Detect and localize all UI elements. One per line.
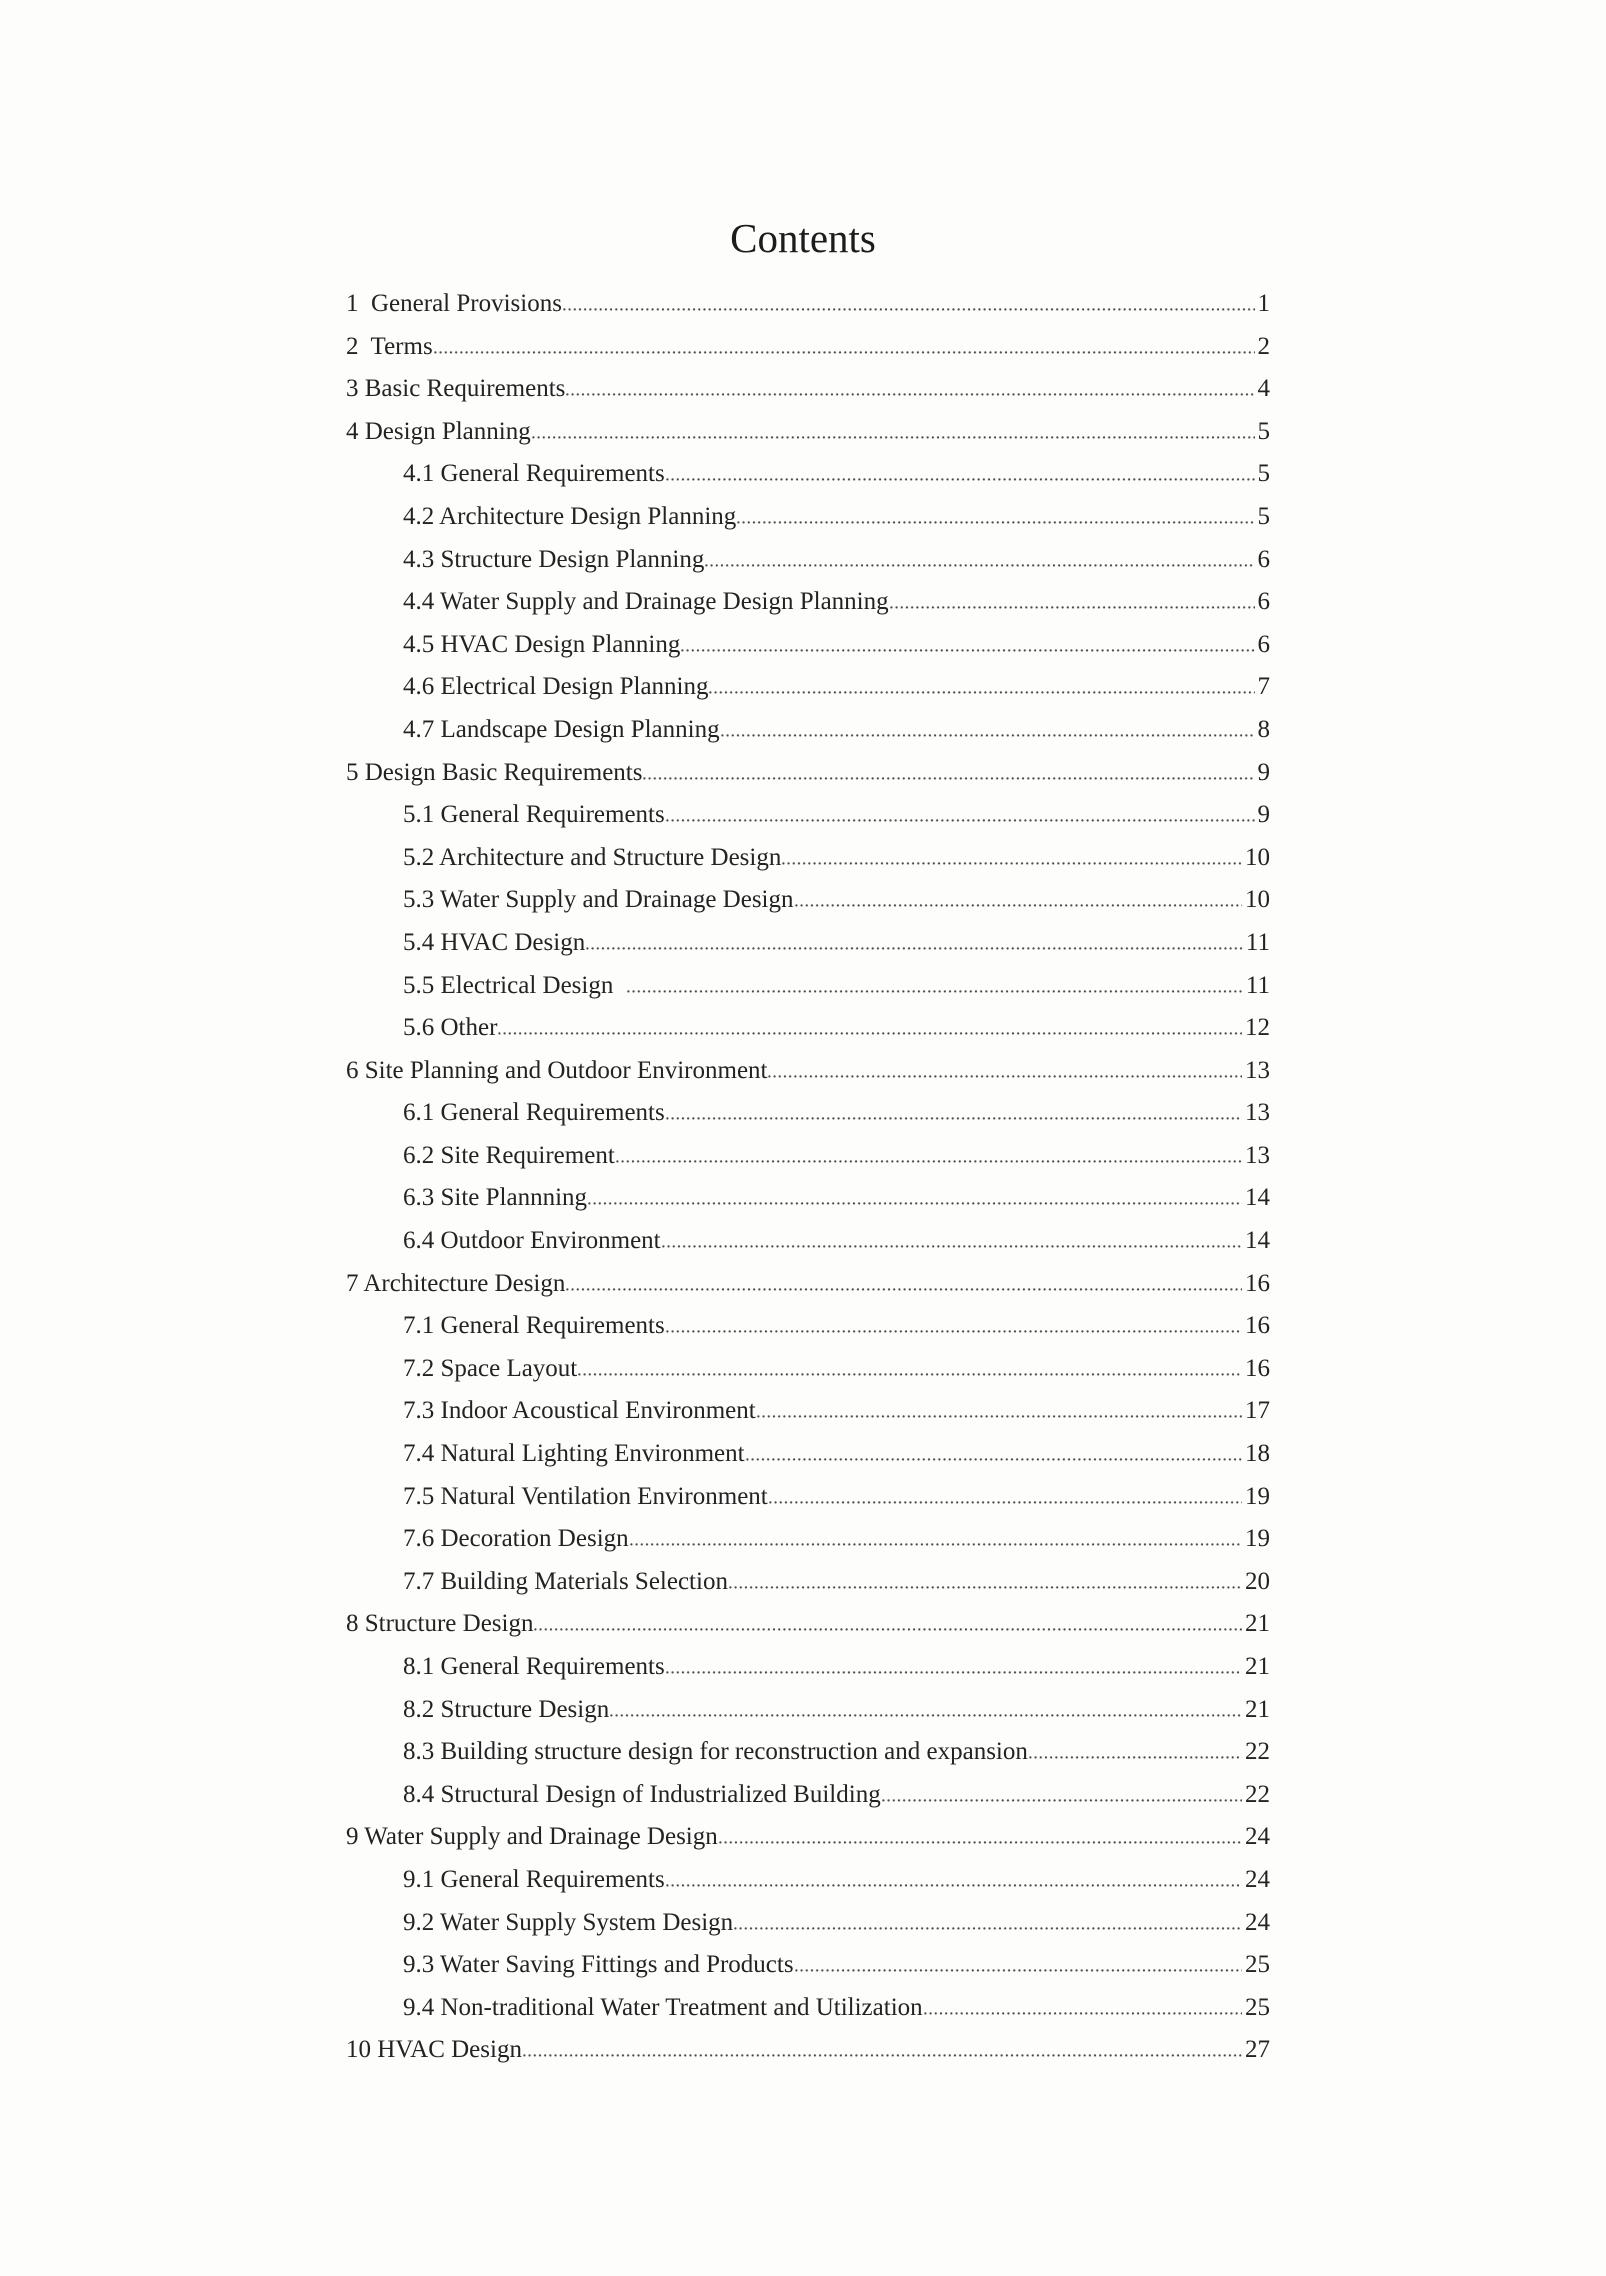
toc-entry xyxy=(346,453,1270,496)
toc-entry-label: 1 General Provisions xyxy=(346,290,562,317)
toc-entry xyxy=(346,922,1270,965)
toc-leader-dots xyxy=(662,1245,1242,1248)
toc-entry-page-number: 5 xyxy=(1257,417,1270,445)
toc-leader-dots xyxy=(498,1032,1242,1035)
toc-entry-page-number: 10 xyxy=(1245,886,1270,914)
toc-entry-page-number: 6 xyxy=(1257,630,1270,658)
toc-leader-dots xyxy=(769,1501,1242,1504)
toc-entry-label: 7.1 General Requirements xyxy=(403,1312,665,1340)
toc-leader-dots xyxy=(890,606,1255,609)
toc-leader-dots xyxy=(563,308,1255,311)
toc-entry xyxy=(346,709,1270,752)
toc-leader-dots xyxy=(523,2054,1242,2057)
toc-entry-label: 9.4 Non-traditional Water Treatment and Utilization xyxy=(403,1993,923,2021)
toc-leader-dots xyxy=(666,1671,1242,1674)
toc-entry-page-number: 18 xyxy=(1245,1440,1270,1468)
toc-leader-dots xyxy=(666,478,1255,481)
toc-entry-page-number: 6 xyxy=(1257,588,1270,616)
toc-leader-dots xyxy=(1029,1756,1242,1759)
toc-entry-label: 3 Basic Requirements xyxy=(346,375,566,403)
toc-leader-dots xyxy=(757,1415,1242,1418)
toc-leader-dots xyxy=(795,1969,1242,1972)
toc-entry-label: 8.1 General Requirements xyxy=(403,1653,665,1680)
toc-leader-dots xyxy=(721,734,1255,737)
toc-entry-page-number: 13 xyxy=(1245,1056,1270,1084)
toc-leader-dots xyxy=(882,1799,1242,1802)
toc-entry xyxy=(346,1305,1270,1348)
toc-leader-dots xyxy=(782,862,1242,865)
toc-entry-page-number: 8 xyxy=(1257,715,1270,743)
toc-entry-page-number: 24 xyxy=(1245,1865,1270,1893)
toc-entry-page-number: 4 xyxy=(1257,375,1270,403)
toc-leader-dots xyxy=(666,819,1255,822)
toc-leader-dots xyxy=(630,1543,1242,1546)
toc-entry-label: 6.2 Site Requirement xyxy=(403,1141,615,1169)
toc-entry-label: 5 Design Basic Requirements xyxy=(346,758,643,786)
toc-entry-label: 8.3 Building structure design for reconstruction and expansion xyxy=(403,1738,1028,1766)
toc-leader-dots xyxy=(578,1373,1242,1376)
toc-entry xyxy=(346,283,1270,326)
toc-leader-dots xyxy=(627,990,1243,993)
toc-entry-label: 4.4 Water Supply and Drainage Design Planning xyxy=(403,588,889,616)
toc-entry-label: 5.4 HVAC Design xyxy=(403,928,586,956)
toc-entry-page-number: 22 xyxy=(1245,1738,1270,1766)
toc-entry xyxy=(346,326,1270,369)
toc-leader-dots xyxy=(616,1160,1242,1163)
toc-entry-label: 9.3 Water Saving Fittings and Products xyxy=(403,1951,794,1979)
toc-entry xyxy=(346,1774,1270,1817)
toc-entry-label: 7.4 Natural Lighting Environment xyxy=(403,1440,745,1468)
toc-leader-dots xyxy=(566,1288,1242,1291)
toc-leader-dots xyxy=(666,1884,1242,1887)
toc-entry-label: 5.6 Other xyxy=(403,1014,498,1042)
toc-entry-page-number: 6 xyxy=(1257,545,1270,573)
toc-entry-label: 4 Design Planning xyxy=(346,417,531,445)
toc-entry xyxy=(346,1731,1270,1774)
toc-entry-page-number: 13 xyxy=(1245,1141,1270,1169)
toc-entry xyxy=(346,1646,1270,1689)
toc-entry-page-number: 25 xyxy=(1245,1951,1270,1979)
toc-entry-label: 7.5 Natural Ventilation Environment xyxy=(403,1482,768,1510)
toc-entry-page-number: 9 xyxy=(1257,758,1270,786)
toc-entry-page-number: 14 xyxy=(1245,1227,1270,1255)
toc-leader-dots xyxy=(434,351,1255,354)
toc-entry xyxy=(346,1390,1270,1433)
toc-entry-page-number: 16 xyxy=(1245,1312,1270,1340)
toc-entry xyxy=(346,794,1270,837)
toc-entry xyxy=(346,1603,1270,1646)
toc-entry xyxy=(346,496,1270,539)
toc-entry-page-number: 20 xyxy=(1245,1567,1270,1595)
toc-entry-page-number: 14 xyxy=(1245,1184,1270,1212)
toc-entry-label: 9 Water Supply and Drainage Design xyxy=(346,1823,718,1851)
toc-entry xyxy=(346,1263,1270,1306)
toc-entry-page-number: 13 xyxy=(1245,1099,1270,1127)
toc-leader-dots xyxy=(586,947,1243,950)
toc-entry xyxy=(346,1433,1270,1476)
toc-entry-page-number: 17 xyxy=(1245,1397,1270,1425)
toc-entry-page-number: 19 xyxy=(1245,1482,1270,1510)
toc-entry-page-number: 21 xyxy=(1245,1695,1270,1723)
toc-leader-dots xyxy=(709,691,1254,694)
toc-entry xyxy=(346,837,1270,880)
toc-leader-dots xyxy=(746,1458,1242,1461)
toc-leader-dots xyxy=(643,777,1254,780)
toc-entry-label: 4.6 Electrical Design Planning xyxy=(403,673,709,701)
toc-entry-page-number: 5 xyxy=(1257,460,1270,488)
toc-entry xyxy=(346,581,1270,624)
toc-entry-page-number: 19 xyxy=(1245,1525,1270,1553)
toc-entry-page-number: 5 xyxy=(1257,502,1270,530)
toc-entry-page-number: 27 xyxy=(1245,2036,1270,2064)
toc-leader-dots xyxy=(795,904,1243,907)
toc-entry-label: 4.2 Architecture Design Planning xyxy=(403,502,737,530)
toc-entry xyxy=(346,1050,1270,1093)
toc-entry-label: 5.3 Water Supply and Drainage Design xyxy=(403,886,794,914)
toc-entry xyxy=(346,1348,1270,1391)
toc-entry xyxy=(346,752,1270,795)
toc-entry xyxy=(346,1092,1270,1135)
toc-entry-label: 10 HVAC Design xyxy=(346,2036,522,2064)
toc-entry xyxy=(346,2029,1270,2072)
toc-leader-dots xyxy=(924,2012,1242,2015)
toc-leader-dots xyxy=(768,1075,1242,1078)
toc-entry-label: 7.3 Indoor Acoustical Environment xyxy=(403,1397,756,1425)
toc-leader-dots xyxy=(566,393,1254,396)
toc-entry xyxy=(346,879,1270,922)
toc-entry xyxy=(346,1135,1270,1178)
toc-entry-page-number: 21 xyxy=(1245,1653,1270,1680)
toc-entry xyxy=(346,1007,1270,1050)
toc-entry-label: 9.2 Water Supply System Design xyxy=(403,1908,734,1936)
toc-entry-page-number: 16 xyxy=(1245,1269,1270,1297)
toc-entry-label: 9.1 General Requirements xyxy=(403,1865,665,1893)
toc-entry xyxy=(346,1944,1270,1987)
toc-leader-dots xyxy=(666,1330,1242,1333)
toc-entry xyxy=(346,1902,1270,1945)
toc-leader-dots xyxy=(666,1117,1242,1120)
toc-entry xyxy=(346,539,1270,582)
toc-entry xyxy=(346,666,1270,709)
page-title: Contents xyxy=(730,215,876,261)
toc-leader-dots xyxy=(610,1714,1242,1717)
toc-entry xyxy=(346,411,1270,454)
toc-entry-label: 6 Site Planning and Outdoor Environment xyxy=(346,1056,768,1084)
toc-entry-label: 4.7 Landscape Design Planning xyxy=(403,715,720,743)
toc-entry-page-number: 12 xyxy=(1245,1014,1270,1042)
toc-entry xyxy=(346,1987,1270,2030)
toc-entry xyxy=(346,1561,1270,1604)
toc-entry xyxy=(346,965,1270,1008)
toc-entry xyxy=(346,1220,1270,1263)
toc-leader-dots xyxy=(737,521,1254,524)
toc-entry-label: 8 Structure Design xyxy=(346,1610,534,1638)
toc-entry-page-number: 10 xyxy=(1245,843,1270,871)
toc-entry-page-number: 11 xyxy=(1245,928,1270,956)
toc-leader-dots xyxy=(532,436,1255,439)
toc-entry xyxy=(346,368,1270,411)
toc-leader-dots xyxy=(534,1628,1242,1631)
toc-entry-page-number: 2 xyxy=(1257,332,1270,360)
toc-entry-label: 4.5 HVAC Design Planning xyxy=(403,630,681,658)
toc-entry-page-number: 7 xyxy=(1257,673,1270,701)
toc-entry-label: 4.3 Structure Design Planning xyxy=(403,545,705,573)
toc-entry-page-number: 24 xyxy=(1245,1908,1270,1936)
toc-entry-label: 5.2 Architecture and Structure Design xyxy=(403,843,782,871)
toc-leader-dots xyxy=(681,649,1254,652)
toc-leader-dots xyxy=(729,1586,1242,1589)
toc-entry xyxy=(346,624,1270,667)
toc-entry-page-number: 24 xyxy=(1245,1823,1270,1851)
toc-entry-label: 7.6 Decoration Design xyxy=(403,1525,629,1553)
toc-leader-dots xyxy=(734,1927,1242,1930)
toc-entry-label: 2 Terms xyxy=(346,332,433,360)
toc-entry-label: 7 Architecture Design xyxy=(346,1269,566,1297)
toc-entry xyxy=(346,1816,1270,1859)
toc-entry-label: 7.2 Space Layout xyxy=(403,1354,578,1382)
toc-entry-page-number: 25 xyxy=(1245,1993,1270,2021)
toc-entry-label: 6.4 Outdoor Environment xyxy=(403,1227,661,1255)
toc-entry-label: 6.1 General Requirements xyxy=(403,1099,665,1127)
toc-entry-label: 4.1 General Requirements xyxy=(403,460,665,488)
toc-entry xyxy=(346,1859,1270,1902)
toc-leader-dots xyxy=(705,564,1254,567)
toc-leader-dots xyxy=(588,1202,1242,1205)
toc-entry-page-number: 11 xyxy=(1245,971,1270,999)
toc-entry-label: 8.2 Structure Design xyxy=(403,1695,610,1723)
toc-entry xyxy=(346,1476,1270,1519)
toc-entry-page-number: 1 xyxy=(1257,290,1270,317)
toc-entry xyxy=(346,1177,1270,1220)
toc-entry-page-number: 22 xyxy=(1245,1780,1270,1808)
toc-entry-page-number: 9 xyxy=(1257,801,1270,829)
toc-list xyxy=(346,283,1270,2072)
toc-entry-label: 6.3 Site Plannning xyxy=(403,1184,588,1212)
toc-entry-label: 7.7 Building Materials Selection xyxy=(403,1567,728,1595)
toc-entry xyxy=(346,1689,1270,1732)
toc-entry-page-number: 16 xyxy=(1245,1354,1270,1382)
toc-entry-label: 5.1 General Requirements xyxy=(403,801,665,829)
toc-entry-label: 8.4 Structural Design of Industrialized Building xyxy=(403,1780,881,1808)
toc-entry-label: 5.5 Electrical Design xyxy=(403,971,626,999)
toc-leader-dots xyxy=(719,1841,1242,1844)
toc-entry-page-number: 21 xyxy=(1245,1610,1270,1638)
toc-entry xyxy=(346,1518,1270,1561)
